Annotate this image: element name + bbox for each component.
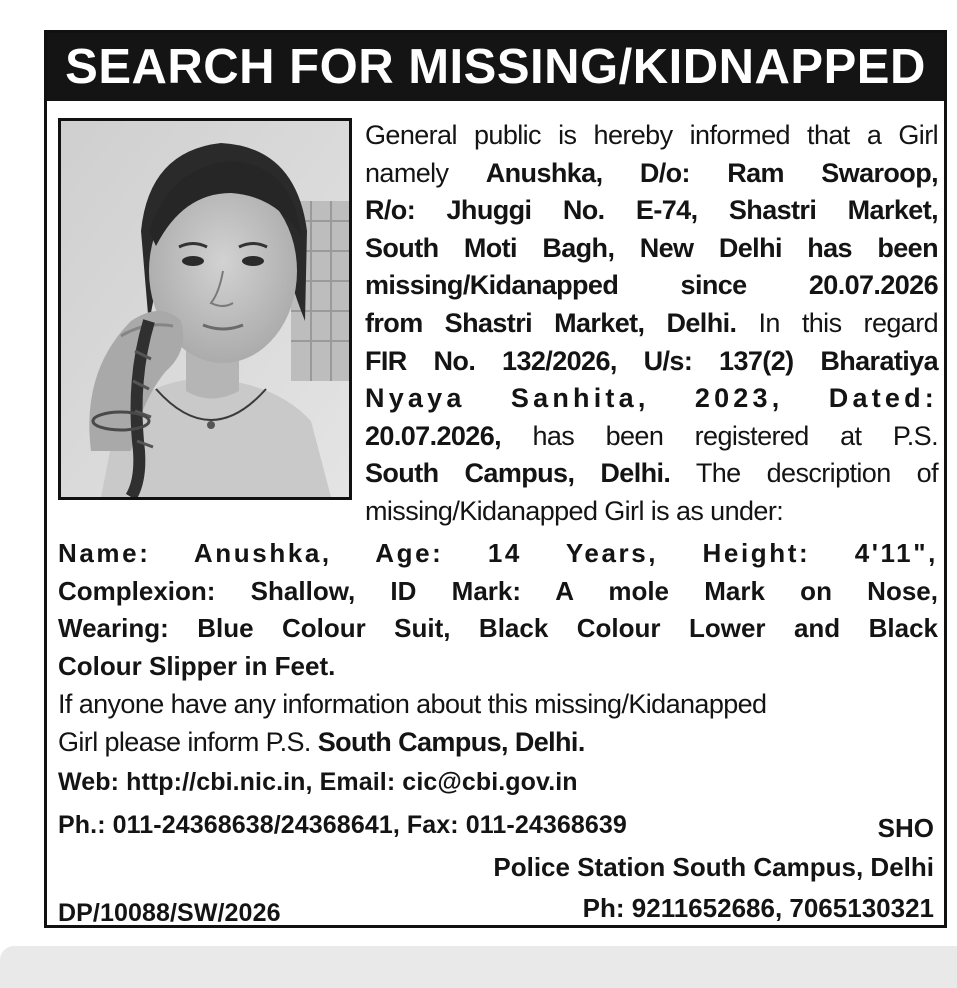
inform-instruction (58, 686, 938, 761)
intro-line (365, 117, 938, 155)
intro-line (365, 418, 938, 456)
missing-person-notice (44, 30, 947, 928)
inform-line: If anyone have any information about this missing/Kidanapped (58, 689, 767, 719)
intro-bold-text: Nyaya Sanhita, 2023, Dated: (365, 383, 938, 414)
notice-banner-title: SEARCH FOR MISSING/KIDNAPPED (47, 33, 944, 101)
intro-text: has been registered at P.S. (501, 420, 938, 451)
intro-bold-text: South Moti Bagh, New Delhi has been (365, 232, 938, 263)
intro-line (365, 380, 938, 418)
intro-line (365, 230, 938, 268)
screen-bottom-shade (0, 946, 957, 988)
intro-text: missing/Kidanapped Girl is as under: (365, 495, 784, 526)
police-station-name: South Campus, Delhi. (317, 726, 585, 757)
intro-text: The description of (670, 458, 938, 489)
portrait-image (61, 121, 349, 497)
reference-number: DP/10088/SW/2026 (58, 899, 281, 927)
intro-text: namely (365, 157, 486, 188)
inform-text: Girl please inform P.S. (58, 726, 318, 757)
intro-bold-text: 20.07.2026, (365, 420, 502, 451)
intro-bold-text: R/o: Jhuggi No. E-74, Shastri Market, (365, 195, 938, 226)
sho-phone: Ph: 9211652686, 7065130321 (582, 893, 934, 923)
sho-station: Police Station South Campus, Delhi (493, 852, 934, 882)
intro-line (365, 155, 938, 193)
intro-bold-text: from Shastri Market, Delhi. (365, 307, 737, 338)
intro-line (365, 343, 938, 381)
intro-line (365, 192, 938, 230)
intro-line (365, 455, 938, 493)
intro-bold-text: FIR No. 132/2026, U/s: 137(2) Bharatiya (365, 345, 938, 376)
sho-title: SHO (877, 813, 934, 843)
intro-bold-text: Anushka, D/o: Ram Swaroop, (485, 157, 938, 188)
intro-line (365, 305, 938, 343)
web-email-line: Web: http://cbi.nic.in, Email: cic@cbi.gov.in (58, 768, 578, 796)
intro-bold-text: South Campus, Delhi. (365, 458, 671, 489)
phone-fax-line: Ph.: 011-24368638/24368641, Fax: 011-24368639 (58, 811, 627, 839)
description-line: Complexion: Shallow, ID Mark: A mole Mark on Nose, (58, 575, 938, 606)
intro-line (365, 493, 938, 531)
description-line: Name: Anushka, Age: 14 Years, Height: 4'11", (58, 538, 938, 568)
intro-line (365, 267, 938, 305)
intro-bold-text: missing/Kidanapped since 20.07.2026 (365, 270, 938, 301)
description-line: Colour Slipper in Feet. (58, 650, 336, 681)
notice-intro-paragraph (365, 117, 938, 531)
missing-girl-photo (58, 118, 352, 500)
description-line: Wearing: Blue Colour Suit, Black Colour Lower and Black (58, 613, 938, 643)
girl-description (58, 535, 938, 685)
inform-line (58, 724, 938, 762)
intro-text: General public is hereby informed that a Girl (365, 120, 938, 150)
intro-text: In this regard (736, 307, 938, 338)
